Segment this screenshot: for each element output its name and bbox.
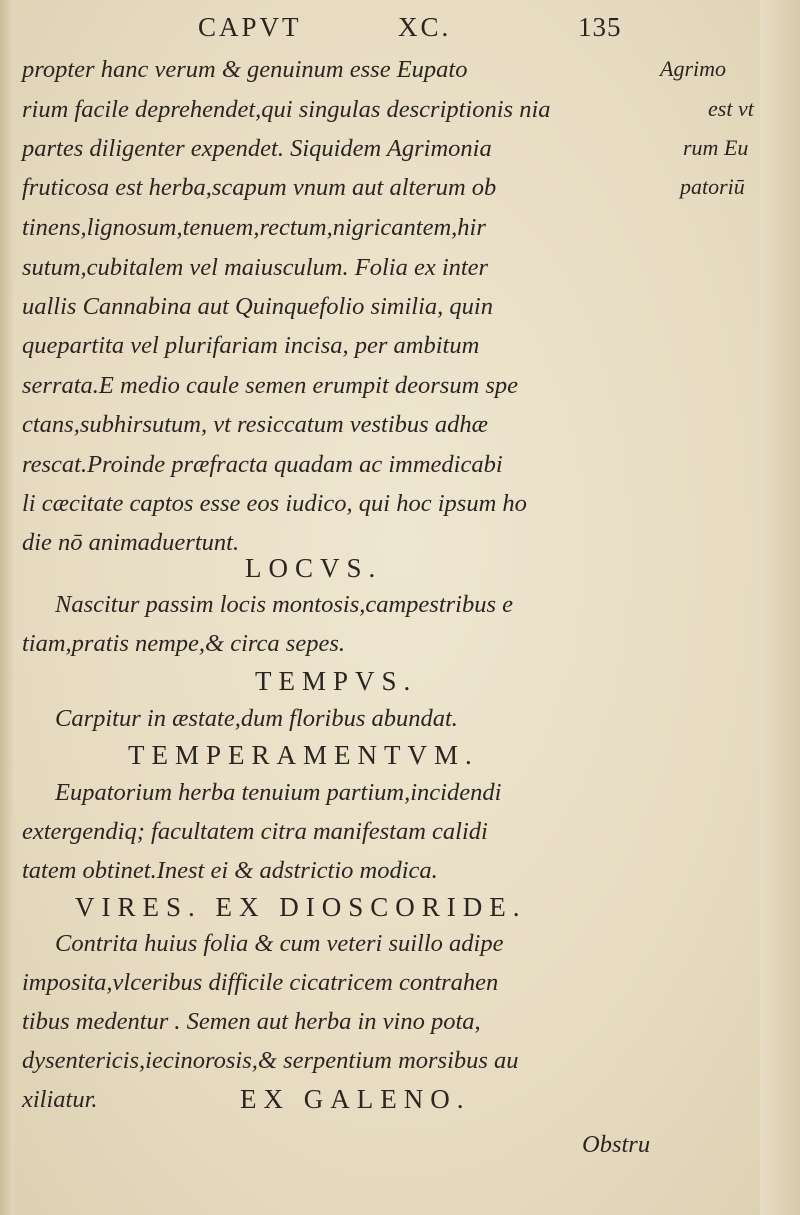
running-head xyxy=(0,6,800,46)
text-line: tibus medentur . Semen aut herba in vino pota, xyxy=(22,1008,481,1035)
text-line: extergendiq; facultatem citra manifestam calidi xyxy=(22,818,488,845)
margin-note: rum Eu xyxy=(683,135,749,160)
text-line: quepartita vel plurifariam incisa, per ambitum xyxy=(22,332,480,359)
catchword: Obstru xyxy=(582,1131,651,1158)
section-heading-locus: LOCVS. xyxy=(245,553,383,583)
text-line: tiam,pratis nempe,& circa sepes. xyxy=(22,630,345,657)
text-line: imposita,vlceribus difficile cicatricem contrahen xyxy=(22,969,499,996)
text-line: sutum,cubitalem vel maiusculum. Folia ex inter xyxy=(22,254,489,281)
text-line: li cæcitate captos esse eos iudico, qui hoc ipsum ho xyxy=(22,490,527,517)
text-line: xiliatur. xyxy=(22,1086,98,1113)
text-line: rium facile deprehendet,qui singulas descriptionis nia xyxy=(22,96,551,123)
text-line: die nō animaduertunt. xyxy=(22,529,240,556)
text-line: partes diligenter expendet. Siquidem Agrimonia xyxy=(22,135,492,162)
text-line: ctans,subhirsutum, vt resiccatum vestibus adhæ xyxy=(22,411,488,438)
text-line: uallis Cannabina aut Quinquefolio similia, quin xyxy=(22,293,493,320)
text-line: Eupatorium herba tenuium partium,incidendi xyxy=(55,779,502,806)
section-heading-vires: VIRES. EX DIOSCORIDE. xyxy=(75,892,527,922)
running-head-chapter: XC. xyxy=(398,12,452,42)
text-line: Nascitur passim locis montosis,campestribus e xyxy=(55,591,514,618)
text-line: rescat.Proinde præfracta quadam ac immedicabi xyxy=(22,451,503,478)
running-head-title: CAPVT xyxy=(198,12,302,42)
text-line: Contrita huius folia & cum veteri suillo adipe xyxy=(55,930,504,957)
text-line: tinens,lignosum,tenuem,rectum,nigricantem,hir xyxy=(22,214,486,241)
margin-note: est vt xyxy=(708,96,754,121)
page-number: 135 xyxy=(578,12,622,42)
section-heading-tempus: TEMPVS. xyxy=(255,666,418,696)
text-line: serrata.E medio caule semen erumpit deorsum spe xyxy=(22,372,519,399)
section-heading-temperamentum: TEMPERAMENTVM. xyxy=(128,740,479,770)
text-line: dysentericis,iecinorosis,& serpentium morsibus au xyxy=(22,1047,519,1074)
text-line: tatem obtinet.Inest ei & adstrictio modica. xyxy=(22,857,438,884)
margin-note: Agrimo xyxy=(660,56,726,81)
section-heading-galen: EX GALENO. xyxy=(240,1084,471,1114)
page-edge-shadow xyxy=(760,0,800,1215)
text-line: Carpitur in æstate,dum floribus abundat. xyxy=(55,705,458,732)
text-line: propter hanc verum & genuinum esse Eupato xyxy=(22,56,468,83)
margin-note: patoriū xyxy=(680,174,745,199)
page-gutter-shadow xyxy=(0,0,14,1215)
text-line: fruticosa est herba,scapum vnum aut alterum ob xyxy=(22,174,497,201)
